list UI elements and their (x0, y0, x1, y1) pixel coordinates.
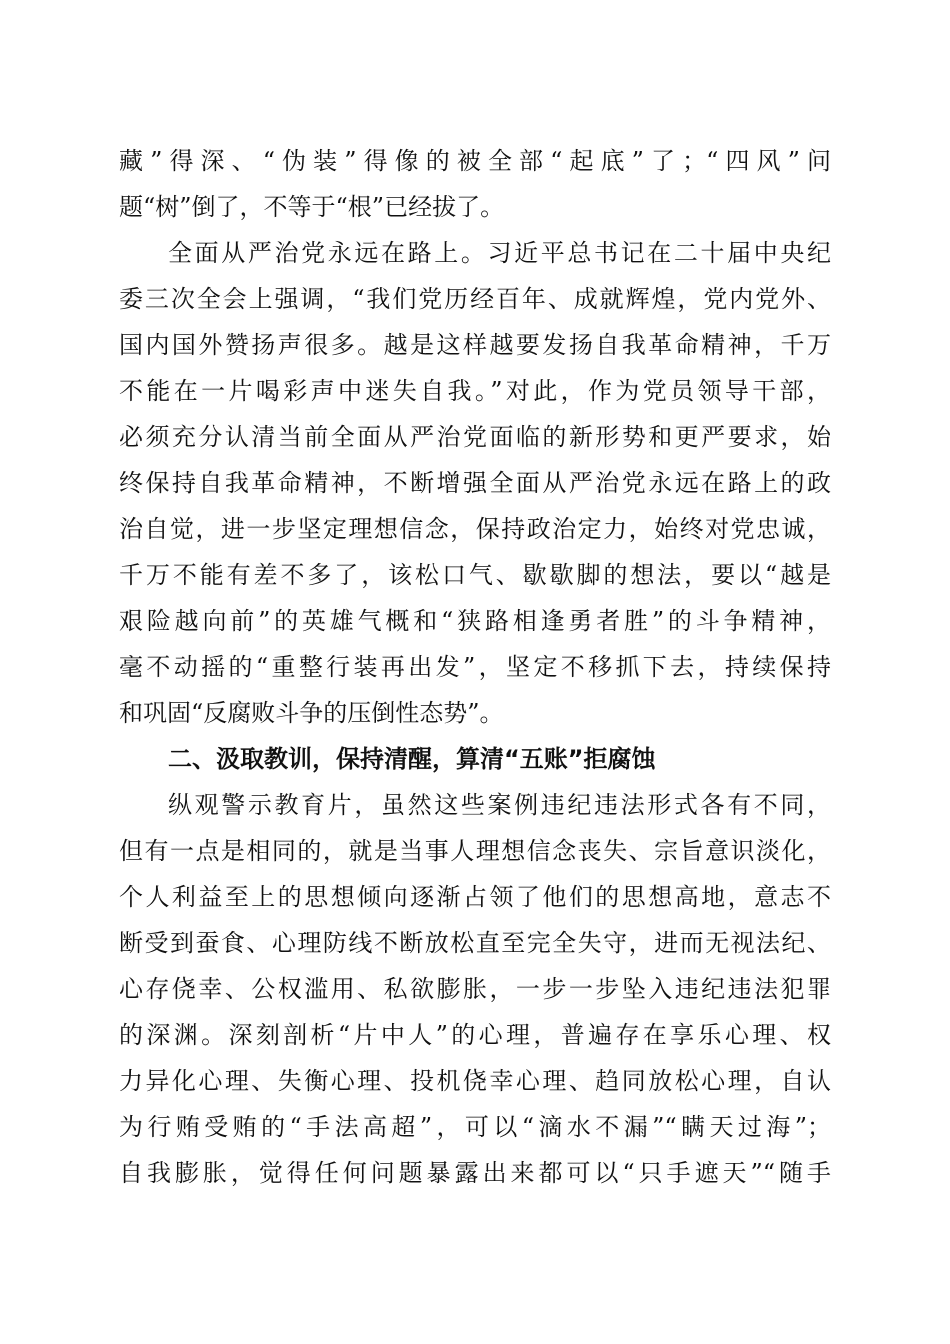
paragraph-line: 的深渊。深刻剖析“片中人”的心理，普遍存在享乐心理、权 (119, 1021, 831, 1049)
paragraph-line: 力异化心理、失衡心理、投机侥幸心理、趋同放松心理，自认 (119, 1067, 831, 1095)
paragraph-line: 国内国外赞扬声很多。越是这样越要发扬自我革命精神，千万 (119, 331, 831, 359)
paragraph-line: 个人利益至上的思想倾向逐渐占领了他们的思想高地，意志不 (119, 883, 831, 911)
paragraph-line: 全面从严治党永远在路上。习近平总书记在二十届中央纪 (168, 239, 831, 267)
section-heading: 二、汲取教训，保持清醒，算清“五账”拒腐蚀 (168, 745, 656, 773)
paragraph-line: 千万不能有差不多了，该松口气、歇歇脚的想法，要以“越是 (119, 561, 831, 589)
paragraph-line: 治自觉，进一步坚定理想信念，保持政治定力，始终对党忠诚， (119, 515, 831, 543)
paragraph-line: 必须充分认清当前全面从严治党面临的新形势和更严要求，始 (119, 423, 831, 451)
paragraph-line: 终保持自我革命精神，不断增强全面从严治党永远在路上的政 (119, 469, 831, 497)
paragraph-line: 题“树”倒了，不等于“根”已经拔了。 (119, 193, 505, 221)
paragraph-line: 艰险越向前”的英雄气概和“狭路相逢勇者胜”的斗争精神， (119, 607, 831, 635)
paragraph-line: 委三次全会上强调，“我们党历经百年、成就辉煌，党内党外、 (119, 285, 831, 313)
paragraph-line: 纵观警示教育片，虽然这些案例违纪违法形式各有不同， (168, 791, 831, 819)
paragraph-line: 自我膨胀，觉得任何问题暴露出来都可以“只手遮天”“随手 (119, 1159, 831, 1187)
paragraph-line: 断受到蚕食、心理防线不断放松直至完全失守，进而无视法纪、 (119, 929, 831, 957)
paragraph-line: 藏”得深、“伪装”得像的被全部“起底”了；“四风”问 (119, 147, 831, 175)
paragraph-line: 不能在一片喝彩声中迷失自我。”对此，作为党员领导干部， (119, 377, 831, 405)
paragraph-line: 和巩固“反腐败斗争的压倒性态势”。 (119, 699, 504, 727)
paragraph-line: 为行贿受贿的“手法高超”，可以“滴水不漏”“瞒天过海”； (119, 1113, 831, 1141)
paragraph-line: 心存侥幸、公权滥用、私欲膨胀，一步一步坠入违纪违法犯罪 (119, 975, 831, 1003)
paragraph-line: 毫不动摇的“重整行装再出发”，坚定不移抓下去，持续保持 (119, 653, 831, 681)
paragraph-line: 但有一点是相同的，就是当事人理想信念丧失、宗旨意识淡化， (119, 837, 831, 865)
